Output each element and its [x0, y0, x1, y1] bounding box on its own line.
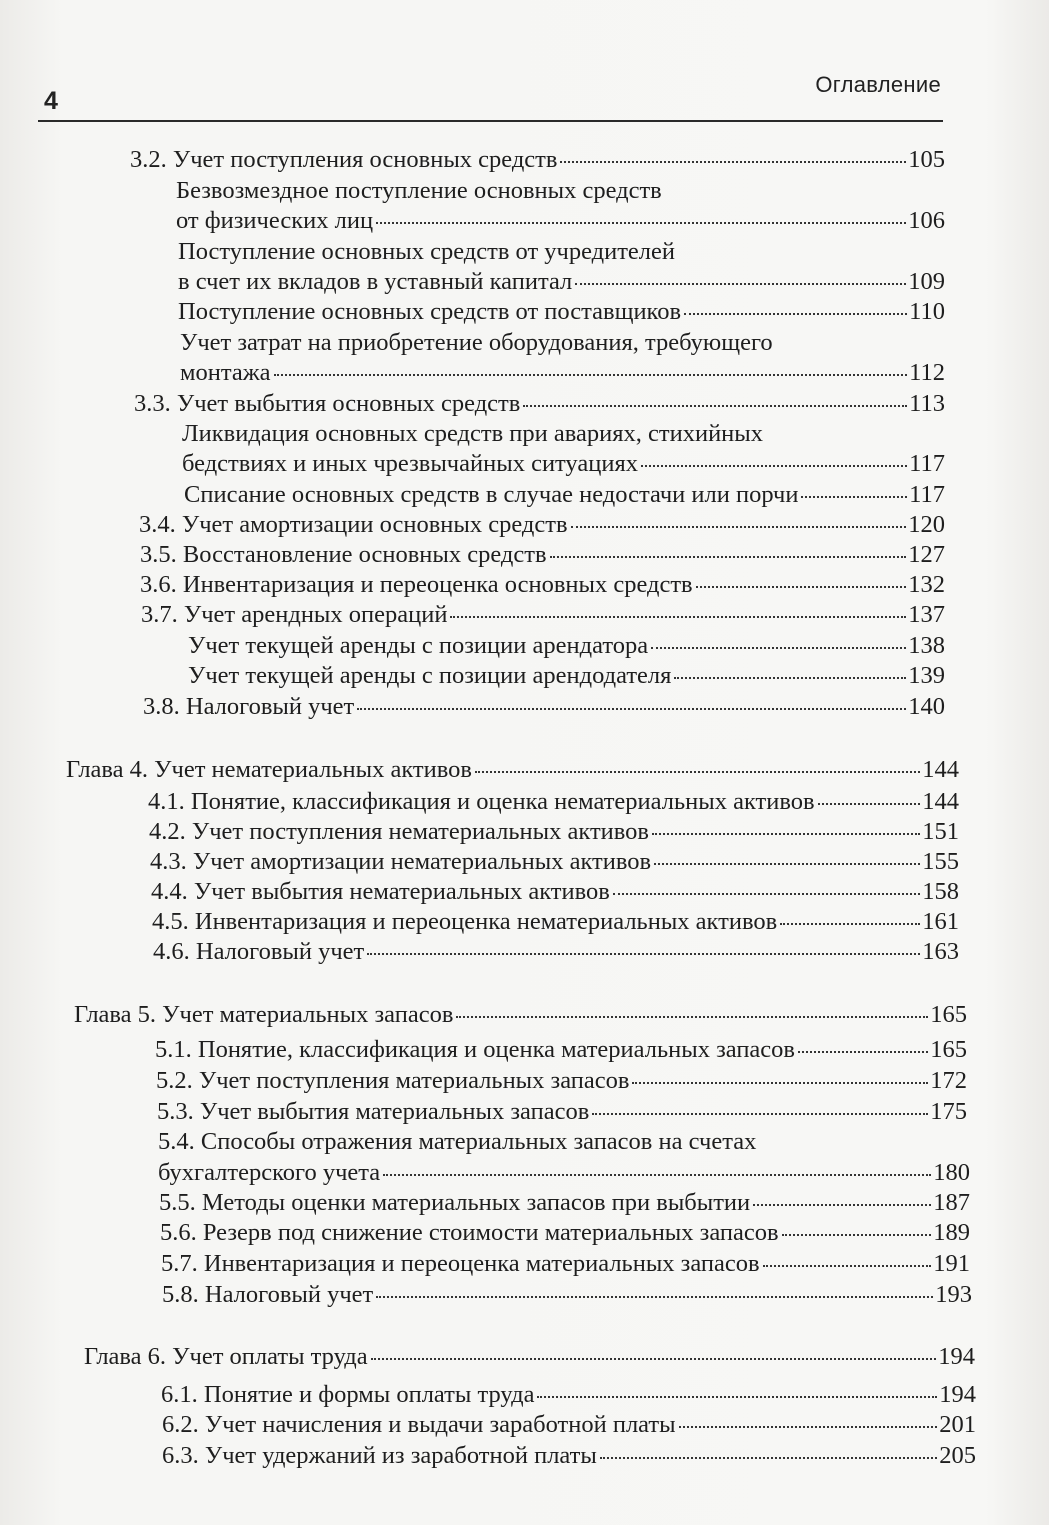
dot-leader	[357, 707, 906, 710]
toc-entry-5-4[interactable]	[158, 1158, 970, 1188]
toc-entry-title: 4.4. Учет выбытия нематериальных активов	[151, 878, 610, 905]
toc-entry-title: 5.3. Учет выбытия материальных запасов	[157, 1098, 590, 1125]
toc-page-number: 117	[909, 450, 945, 477]
toc-entry-title: 4.3. Учет амортизации нематериальных активов	[150, 848, 652, 875]
toc-entry-title: 6.3. Учет удержаний из заработной платы	[162, 1442, 597, 1469]
toc-entry-5-6[interactable]	[160, 1218, 970, 1248]
toc-entry-title: 5.6. Резерв под снижение стоимости материальных запасов	[160, 1219, 779, 1246]
toc-chapter-title: Глава 4. Учет нематериальных активов	[66, 756, 472, 783]
dot-leader	[456, 1015, 928, 1018]
dot-leader	[367, 952, 920, 955]
dot-leader	[679, 1425, 938, 1428]
toc-page-number: 193	[935, 1281, 972, 1308]
toc-page-number: 165	[930, 1036, 967, 1063]
dot-leader	[613, 892, 920, 895]
dot-leader	[696, 585, 907, 588]
dot-leader	[450, 615, 906, 618]
toc-entry-title: 5.5. Методы оценки материальных запасов при выбытии	[159, 1189, 751, 1216]
toc-entry-4-6[interactable]	[153, 937, 959, 967]
toc-entry-title: 4.5. Инвентаризация и переоценка нематериальных активов	[152, 908, 778, 935]
toc-entry-title: 3.6. Инвентаризация и переоценка основных средств	[140, 571, 693, 598]
toc-entry-6-2[interactable]	[162, 1410, 976, 1440]
dot-leader	[684, 312, 907, 315]
toc-entry-title: 5.8. Налоговый учет	[162, 1281, 374, 1308]
toc-page-number: 191	[933, 1250, 970, 1277]
dot-leader	[371, 1357, 937, 1360]
toc-entry-title: 6.1. Понятие и формы оплаты труда	[161, 1381, 535, 1408]
toc-entry-title: от физических лиц	[176, 207, 374, 234]
toc-entry-title: 3.2. Учет поступления основных средств	[130, 146, 558, 173]
toc-entry-5-1[interactable]	[155, 1035, 967, 1065]
toc-entry-4-4[interactable]	[151, 877, 959, 907]
toc-page-number: 127	[908, 541, 945, 568]
dot-leader	[571, 525, 907, 528]
toc-page-number: 137	[908, 601, 945, 628]
dot-leader	[475, 770, 920, 773]
toc-chapter-title: Глава 6. Учет оплаты труда	[84, 1343, 368, 1370]
dot-leader	[651, 646, 906, 649]
dot-leader	[376, 221, 906, 224]
toc-entry-3-7[interactable]	[141, 600, 945, 630]
toc-page-number: 155	[922, 848, 959, 875]
toc-entry-3-5[interactable]	[140, 540, 945, 570]
dot-leader	[641, 464, 907, 467]
toc-entry-5-3[interactable]	[157, 1097, 967, 1127]
toc-entry-line: Безвозмездное поступление основных средств	[176, 177, 662, 204]
toc-entry-title: 3.8. Налоговый учет	[143, 693, 355, 720]
toc-page-number: 175	[930, 1098, 967, 1125]
toc-entry-title: 3.7. Учет арендных операций	[141, 601, 448, 628]
toc-page-number: 165	[930, 1001, 967, 1028]
toc-entry-title: 3.4. Учет амортизации основных средств	[139, 511, 568, 538]
toc-entry-5-5[interactable]	[159, 1188, 970, 1218]
dot-leader	[523, 404, 907, 407]
toc-entry-line: Ликвидация основных средств при авариях, стихийных	[182, 420, 764, 447]
toc-entry-title: 3.5. Восстановление основных средств	[140, 541, 547, 568]
toc-entry-title: бедствиях и иных чрезвычайных ситуациях	[182, 450, 638, 477]
page-header	[38, 66, 943, 122]
toc-page-number: 138	[908, 632, 945, 659]
toc-entry-3-2[interactable]	[130, 145, 945, 175]
toc-entry-title: Учет текущей аренды с позиции арендатора	[188, 632, 649, 659]
toc-page-number: 139	[908, 662, 945, 689]
toc-entry-6-3[interactable]	[162, 1441, 976, 1471]
dot-leader	[763, 1264, 932, 1267]
dot-leader	[782, 1233, 932, 1236]
toc-page-number: 112	[909, 359, 945, 386]
toc-entry-title: Учет текущей аренды с позиции арендодателя	[188, 662, 672, 689]
toc-page-number: 109	[908, 268, 945, 295]
toc-page-number: 163	[922, 938, 959, 965]
toc-entry-title: 4.1. Понятие, классификация и оценка нематериальных активов	[148, 788, 815, 815]
toc-entry-3-7-lessee[interactable]	[188, 631, 945, 661]
toc-page-number: 189	[933, 1219, 970, 1246]
toc-page-number: 151	[922, 818, 959, 845]
dot-leader	[654, 862, 920, 865]
toc-page-number: 110	[909, 298, 945, 325]
toc-entry-title: Поступление основных средств от поставщиков	[178, 298, 682, 325]
toc-entry-title: 4.2. Учет поступления нематериальных активов	[149, 818, 649, 845]
toc-page-number: 205	[939, 1442, 976, 1469]
dot-leader	[376, 1295, 933, 1298]
toc-page-number: 194	[939, 1381, 976, 1408]
toc-page-number: 106	[908, 207, 945, 234]
toc-entry-title: монтажа	[180, 359, 271, 386]
dot-leader	[537, 1395, 937, 1398]
toc-entry-3-3-shortage[interactable]	[184, 480, 945, 510]
toc-chapter-title: Глава 5. Учет материальных запасов	[74, 1001, 454, 1028]
toc-entry-3-3-emergencies[interactable]	[182, 449, 945, 479]
toc-entry-4-5[interactable]	[152, 907, 959, 937]
toc-entry-3-8[interactable]	[143, 692, 945, 722]
toc-entry-3-7-lessor[interactable]	[188, 661, 945, 691]
dot-leader	[818, 802, 921, 805]
toc-entry-3-4[interactable]	[139, 510, 945, 540]
dot-leader	[674, 676, 906, 679]
toc-entry-3-2-individuals[interactable]	[176, 206, 945, 236]
toc-entry-5-7[interactable]	[161, 1249, 970, 1279]
toc-page-number: 187	[933, 1189, 970, 1216]
dot-leader	[632, 1081, 928, 1084]
toc-entry-4-1[interactable]	[148, 787, 959, 817]
toc-entry-title: 5.1. Понятие, классификация и оценка материальных запасов	[155, 1036, 795, 1063]
toc-entry-title: в счет их вкладов в уставный капитал	[178, 268, 573, 295]
toc-entry-6-1[interactable]	[161, 1380, 976, 1410]
dot-leader	[798, 1050, 928, 1053]
toc-entry-title: 5.2. Учет поступления материальных запасов	[156, 1067, 630, 1094]
toc-page-number: 161	[922, 908, 959, 935]
toc-page-number: 132	[908, 571, 945, 598]
toc-page-number: 144	[922, 788, 959, 815]
toc-chapter-4[interactable]	[66, 755, 959, 785]
toc-page-number: 113	[909, 390, 945, 417]
toc-entry-line: Поступление основных средств от учредителей	[178, 238, 676, 265]
toc-entry-line: 5.4. Способы отражения материальных запасов на счетах	[158, 1128, 757, 1155]
toc-page-number: 201	[939, 1411, 976, 1438]
toc-entry-3-2-installation[interactable]	[180, 358, 945, 388]
toc-page-number: 158	[922, 878, 959, 905]
toc-entry-3-2-founders[interactable]	[178, 267, 945, 297]
toc-entry-4-3[interactable]	[150, 847, 959, 877]
toc-page-number: 120	[908, 511, 945, 538]
toc-page-number: 144	[922, 756, 959, 783]
dot-leader	[600, 1456, 937, 1459]
dot-leader	[575, 282, 906, 285]
toc-page-number: 180	[933, 1159, 970, 1186]
toc-entry-5-2[interactable]	[156, 1066, 967, 1096]
toc-entry-5-8[interactable]	[162, 1280, 972, 1310]
dot-leader	[592, 1112, 928, 1115]
toc-entry-title: 3.3. Учет выбытия основных средств	[134, 390, 521, 417]
dot-leader	[801, 495, 907, 498]
toc-entry-title: 6.2. Учет начисления и выдачи заработной платы	[162, 1411, 676, 1438]
toc-page-number: 105	[908, 146, 945, 173]
dot-leader	[274, 373, 908, 376]
dot-leader	[753, 1203, 931, 1206]
toc-entry-3-3[interactable]	[134, 389, 945, 419]
toc-page-number: 172	[930, 1067, 967, 1094]
toc-entry-3-2-suppliers[interactable]	[178, 297, 945, 327]
dot-leader	[780, 922, 920, 925]
toc-chapter-6[interactable]	[84, 1342, 975, 1372]
toc-page-number: 140	[908, 693, 945, 720]
dot-leader	[560, 160, 906, 163]
toc-page-number: 117	[909, 481, 945, 508]
toc-page-number: 194	[938, 1343, 975, 1370]
toc-entry-line: Учет затрат на приобретение оборудования, требующего	[180, 329, 773, 356]
toc-entry-title: 5.7. Инвентаризация и переоценка материальных запасов	[161, 1250, 760, 1277]
toc-chapter-5[interactable]	[74, 1000, 967, 1030]
running-title: Оглавление	[815, 72, 941, 97]
dot-leader	[652, 832, 920, 835]
dot-leader	[550, 555, 907, 558]
page-number: 4	[44, 87, 58, 115]
toc-entry-title: 4.6. Налоговый учет	[153, 938, 365, 965]
toc-entry-title: бухгалтерского учета	[158, 1159, 381, 1186]
toc-entry-4-2[interactable]	[149, 817, 959, 847]
toc-entry-title: Списание основных средств в случае недостачи или порчи	[184, 481, 799, 508]
dot-leader	[383, 1173, 931, 1176]
toc-entry-3-6[interactable]	[140, 570, 945, 600]
